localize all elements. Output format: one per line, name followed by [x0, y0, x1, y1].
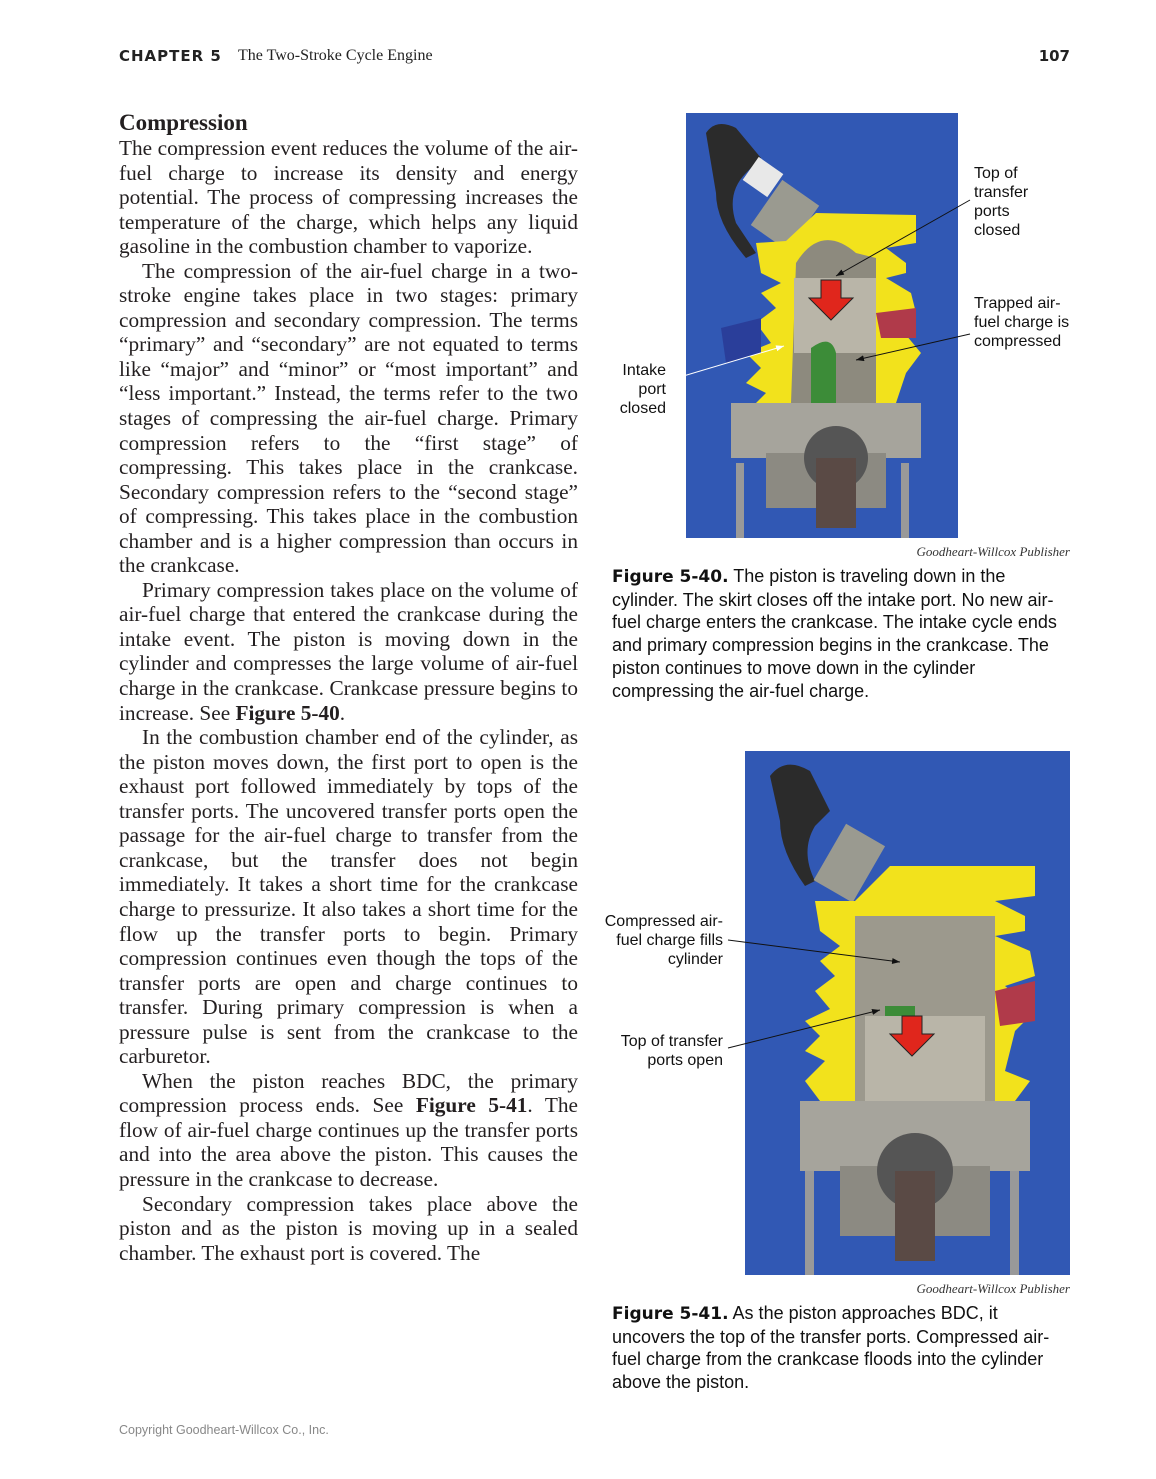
label-compressed-charge: Compressed air-fuel charge fills cylinder [604, 913, 723, 968]
figure-caption: Figure 5-40. The piston is traveling down in the cylinder. The skirt closes off the intake port. No new air-fuel charge enters the crankcase. The intake cycle ends and primary compression begins in the crankcase. The piston continues to move down in the cylinder compressing the air-fuel charge. [612, 566, 1057, 701]
chapter-title: The Two-Stroke Cycle Engine [238, 47, 433, 64]
photo-credit: Goodheart-Willcox Publisher [916, 544, 1070, 559]
section-heading: Compression [119, 110, 248, 135]
paragraph: In the combustion chamber end of the cylinder, as the piston moves down, the first port to open is the exhaust port followed immediately by tops of the transfer ports. The uncovered transfer ports open the passage for the air-fuel charge to transfer from the crankcase, but the transfer does not begin immediately. It takes a short time for the crankcase charge to pressurize. It also takes a short time for the flow up the transfer ports to begin. Primary compression continues even though the tops of the transfer ports are open and charge continues to transfer. During primary compression is when a pressure pulse is sent from the crankcase to the carburetor. [119, 725, 578, 1069]
photo-credit: Goodheart-Willcox Publisher [916, 1281, 1070, 1296]
label-trapped-charge: Trapped air-fuel charge is compressed [974, 295, 1070, 350]
figure-reference[interactable]: Figure 5-41 [415, 1093, 528, 1118]
engine-cutaway-photo-1 [686, 113, 958, 538]
label-top-transfer-open: Top of transfer ports open [620, 1033, 723, 1069]
label-top-transfer-closed: Top of transfer ports closed [974, 165, 1029, 239]
figure-reference[interactable]: Figure 5-40 [235, 700, 340, 725]
engine-cutaway-photo-2 [745, 751, 1070, 1275]
figure-caption: Figure 5-41. As the piston approaches BDC, it uncovers the top of the transfer ports. Compressed air-fuel charge from the crankcase floods into the cylinder above the piston. [612, 1303, 1050, 1393]
paragraph: Primary compression takes place on the volume of air-fuel charge that entered the crankcase during the intake event. The piston is moving down in the cylinder and compresses the large volume of air-fuel charge in the crankcase. Crankcase pressure begins to increase. See Figure 5-40. [119, 577, 578, 725]
paragraph: When the piston reaches BDC, the primary compression process ends. See Figure 5-41. The flow of air-fuel charge continues up the transfer ports and into the area above the piston. This causes the pressure in the crankcase to decrease. [119, 1068, 578, 1191]
figure-number: Figure 5-41. [612, 1304, 729, 1324]
paragraph: The compression of the air-fuel charge in a two-stroke engine takes place in two stages: primary compression and secondary compression. The terms “primary” and “secondary” are not equated to terms like “major” and “minor” or “most important” and “less important.” Instead, the terms refer to the two stages of compressing the air-fuel charge. Primary compression refers to the “first stage” of compressing. This takes place in the crankcase. Secondary compression refers to the “second stage” of compressing. This takes place in the combustion chamber and is a higher compression than occurs in the crankcase. [119, 258, 578, 578]
paragraph: Secondary compression takes place above the piston and as the piston is moving up in a sealed chamber. The exhaust port is covered. The [119, 1191, 578, 1265]
copyright-footer: Copyright Goodheart-Willcox Co., Inc. [119, 1423, 329, 1437]
body-text-column [119, 110, 578, 1265]
paragraph: The compression event reduces the volume of the air-fuel charge to increase its density and energy potential. The process of compressing increases the temperature of the charge, which helps any liquid gasoline in the combustion chamber to vaporize. [119, 136, 578, 259]
chapter-label: CHAPTER 5 [119, 47, 222, 65]
page-number: 107 [1038, 47, 1070, 65]
label-intake-closed: Intake port closed [619, 362, 666, 417]
figure-number: Figure 5-40. [612, 567, 729, 587]
